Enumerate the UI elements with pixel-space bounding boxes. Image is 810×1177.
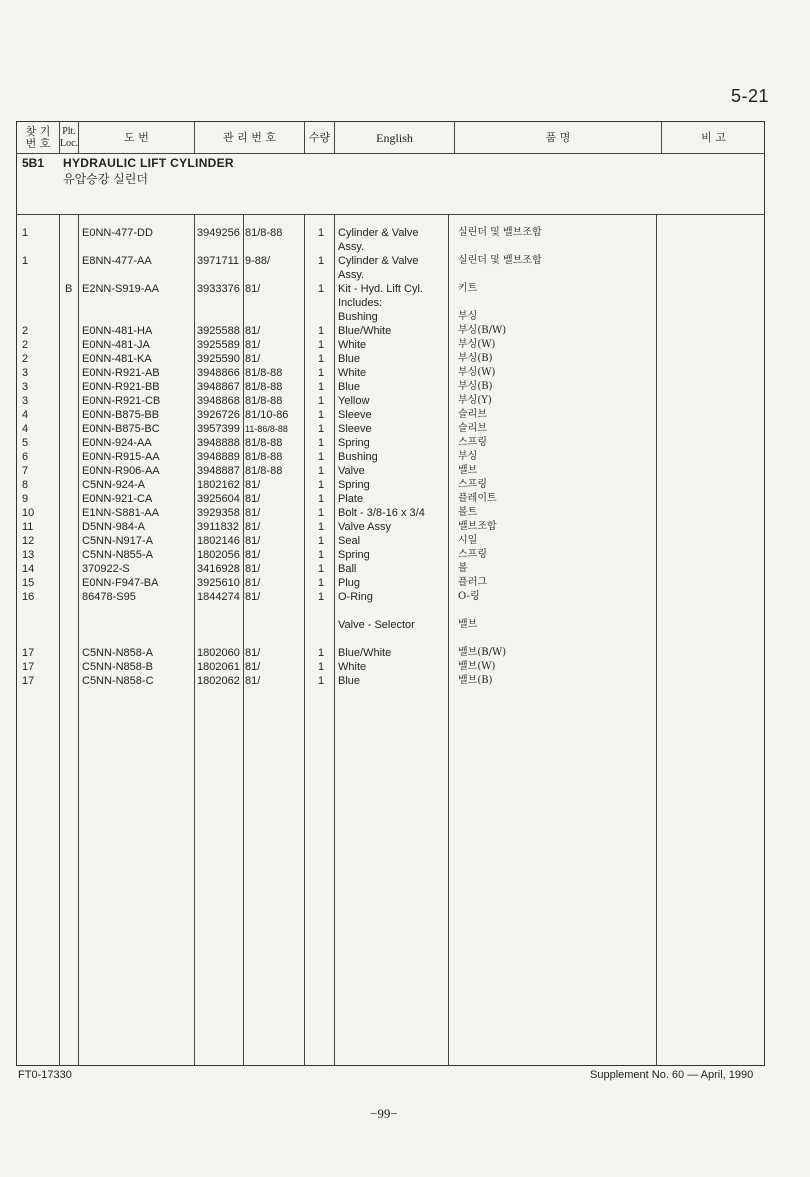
cell-kr: 밸브(B/W) [458, 647, 507, 658]
cell-kr: 플레이트 [458, 493, 497, 504]
table-row [0, 254, 810, 268]
cell-en: Seal [338, 535, 361, 547]
cell-ref: 9 [22, 493, 29, 505]
cell-en: Kit - Hyd. Lift Cyl. [338, 283, 423, 295]
cell-qty: 1 [318, 381, 325, 393]
cell-ref: 14 [22, 563, 35, 575]
cell-part: E0NN-R906-AA [82, 465, 160, 477]
cell-kr: 스프링 [458, 479, 487, 490]
table-row [0, 296, 810, 310]
cell-mgmt: 81/ [245, 507, 261, 519]
cell-mgmt: 81/10-86 [245, 409, 289, 421]
cell-part: E0NN-481-JA [82, 339, 150, 351]
cell-kr: 스프링 [458, 549, 487, 560]
cell-qty: 1 [318, 367, 325, 379]
cell-en: Spring [338, 437, 370, 449]
table-row [0, 520, 810, 534]
cell-en: Valve - Selector [338, 619, 415, 631]
cell-num: 1802062 [197, 675, 240, 687]
cell-num: 3948866 [197, 367, 240, 379]
table-row [0, 436, 810, 450]
header-mgmt-number: 관 리 번 호 [223, 130, 276, 144]
table-row [0, 450, 810, 464]
cell-en: Plate [338, 493, 364, 505]
cell-ref: 2 [22, 325, 29, 337]
cell-en: Cylinder & Valve [338, 255, 419, 267]
cell-qty: 1 [318, 325, 325, 337]
cell-part: E1NN-S881-AA [82, 507, 160, 519]
cell-kr: 부싱(B/W) [458, 325, 507, 336]
cell-kr: 슬리브 [458, 423, 487, 434]
cell-kr: 실린더 및 밸브조합 [458, 227, 542, 238]
cell-kr: 키트 [458, 283, 478, 294]
table-row [0, 506, 810, 520]
section-title: HYDRAULIC LIFT CYLINDER [63, 156, 234, 170]
table-row [0, 576, 810, 590]
table-row [0, 408, 810, 422]
table-row [0, 674, 810, 688]
cell-qty: 1 [318, 353, 325, 365]
cell-num: 3949256 [197, 227, 240, 239]
cell-ref: 16 [22, 591, 35, 603]
cell-num: 3925604 [197, 493, 240, 505]
cell-en: Spring [338, 549, 370, 561]
header-divider [16, 153, 765, 154]
cell-en: Assy. [338, 241, 365, 253]
table-row [0, 478, 810, 492]
cell-ref: 7 [22, 465, 29, 477]
table-row [0, 492, 810, 506]
cell-part: E0NN-R921-AB [82, 367, 160, 379]
cell-mgmt: 81/ [245, 339, 261, 351]
table-row [0, 632, 810, 646]
cell-en: White [338, 661, 367, 673]
cell-part: C5NN-924-A [82, 479, 145, 491]
cell-en: O-Ring [338, 591, 373, 603]
cell-en: Bushing [338, 311, 378, 323]
cell-num: 3925590 [197, 353, 240, 365]
cell-part: C5NN-N855-A [82, 549, 153, 561]
cell-part: C5NN-N858-A [82, 647, 153, 659]
cell-part: E0NN-R921-BB [82, 381, 160, 393]
cell-qty: 1 [318, 423, 325, 435]
cell-en: Cylinder & Valve [338, 227, 419, 239]
cell-part: E0NN-R921-CB [82, 395, 161, 407]
cell-en: Plug [338, 577, 361, 589]
cell-kr: 부싱 [458, 311, 478, 322]
section-divider [16, 214, 765, 215]
cell-part: E8NN-477-AA [82, 255, 152, 267]
table-row [0, 240, 810, 254]
cell-qty: 1 [318, 507, 325, 519]
cell-num: 1844274 [197, 591, 240, 603]
cell-qty: 1 [318, 493, 325, 505]
section-title-korean: 유압승강 실린더 [63, 172, 148, 186]
cell-en: White [338, 367, 367, 379]
cell-mgmt: 81/ [245, 353, 261, 365]
cell-kr: 밸브(W) [458, 661, 496, 672]
cell-kr: 밸브(B) [458, 675, 493, 686]
cell-qty: 1 [318, 395, 325, 407]
cell-num: 3948889 [197, 451, 240, 463]
cell-kr: 슬리브 [458, 409, 487, 420]
cell-ref: 2 [22, 339, 29, 351]
cell-kr: 부싱(B) [458, 353, 493, 364]
cell-mgmt: 81/ [245, 549, 261, 561]
cell-qty: 1 [318, 675, 325, 687]
cell-ref: 6 [22, 451, 29, 463]
cell-part: 370922-S [82, 563, 130, 575]
header-qty: 수량 [308, 130, 331, 144]
table-row [0, 562, 810, 576]
cell-qty: 1 [318, 227, 325, 239]
cell-part: E2NN-S919-AA [82, 283, 160, 295]
table-row [0, 548, 810, 562]
cell-en: White [338, 339, 367, 351]
table-row [0, 604, 810, 618]
page-number: 5-21 [731, 86, 770, 106]
cell-en: Sleeve [338, 423, 372, 435]
cell-num: 3925610 [197, 577, 240, 589]
cell-num: 3971711 [197, 255, 240, 267]
cell-ref: 2 [22, 353, 29, 365]
cell-num: 3416928 [197, 563, 240, 575]
cell-qty: 1 [318, 577, 325, 589]
cell-num: 3911832 [197, 521, 240, 533]
cell-ref: 4 [22, 423, 29, 435]
cell-kr: 밸브조합 [458, 521, 497, 532]
header-english: English [376, 130, 413, 145]
table-row [0, 660, 810, 674]
cell-part: C5NN-N858-C [82, 675, 154, 687]
table-row [0, 226, 810, 240]
header-remarks: 비 고 [701, 130, 726, 144]
cell-en: Sleeve [338, 409, 372, 421]
cell-kr: O-링 [458, 591, 480, 602]
cell-kr: 밸브 [458, 619, 478, 630]
cell-num: 3933376 [197, 283, 240, 295]
cell-ref: 3 [22, 367, 29, 379]
cell-ref: 3 [22, 395, 29, 407]
cell-ref: 17 [22, 647, 35, 659]
cell-mgmt: 81/8-88 [245, 437, 283, 449]
table-row [0, 464, 810, 478]
table-row [0, 422, 810, 436]
table-row [0, 324, 810, 338]
cell-ref: 11 [22, 521, 34, 533]
cell-kr: 부싱(W) [458, 339, 496, 350]
cell-qty: 1 [318, 535, 325, 547]
cell-qty: 1 [318, 549, 325, 561]
cell-loc: B [65, 283, 73, 295]
cell-part: C5NN-N917-A [82, 535, 153, 547]
cell-mgmt: 81/ [245, 675, 261, 687]
cell-ref: 10 [22, 507, 35, 519]
cell-mgmt: 81/ [245, 591, 261, 603]
cell-kr: 스프링 [458, 437, 487, 448]
cell-ref: 4 [22, 409, 29, 421]
cell-num: 3926726 [197, 409, 240, 421]
cell-part: E0NN-924-AA [82, 437, 152, 449]
cell-mgmt: 81/8-88 [245, 381, 283, 393]
cell-en: Blue [338, 675, 361, 687]
cell-part: 86478-S95 [82, 591, 136, 603]
cell-num: 3948868 [197, 395, 240, 407]
cell-mgmt: 81/ [245, 521, 261, 533]
cell-mgmt: 9-88/ [245, 255, 271, 267]
cell-en: Includes: [338, 297, 383, 309]
cell-en: Blue/White [338, 325, 392, 337]
cell-ref: 8 [22, 479, 29, 491]
parts-list [0, 226, 810, 688]
cell-qty: 1 [318, 661, 325, 673]
cell-ref: 13 [22, 549, 35, 561]
table-row [0, 282, 810, 296]
table-row [0, 646, 810, 660]
cell-mgmt: 81/8-88 [245, 395, 283, 407]
cell-qty: 1 [318, 283, 325, 295]
cell-mgmt: 81/ [245, 283, 261, 295]
cell-part: D5NN-984-A [82, 521, 145, 533]
cell-en: Spring [338, 479, 370, 491]
table-row [0, 618, 810, 632]
table-row [0, 590, 810, 604]
table-row [0, 366, 810, 380]
cell-mgmt: 81/ [245, 493, 261, 505]
cell-mgmt: 81/ [245, 325, 261, 337]
cell-num: 1802056 [197, 549, 240, 561]
cell-num: 3948888 [197, 437, 240, 449]
cell-ref: 17 [22, 675, 35, 687]
cell-en: Blue/White [338, 647, 392, 659]
header-part-number: 도 번 [124, 130, 149, 144]
cell-en: Valve Assy [338, 521, 391, 533]
cell-part: E0NN-R915-AA [82, 451, 160, 463]
cell-qty: 1 [318, 437, 325, 449]
cell-part: E0NN-481-HA [82, 325, 153, 337]
cell-qty: 1 [318, 339, 325, 351]
cell-kr: 볼 [458, 563, 468, 574]
cell-mgmt: 81/ [245, 577, 261, 589]
cell-qty: 1 [318, 563, 325, 575]
cell-en: Blue [338, 381, 361, 393]
footer-supplement: Supplement No. 60 — April, 1990 [590, 1069, 754, 1081]
cell-mgmt: 81/8-88 [245, 451, 283, 463]
table-row [0, 380, 810, 394]
cell-part: E0NN-921-CA [82, 493, 153, 505]
cell-qty: 1 [318, 451, 325, 463]
cell-mgmt: 81/ [245, 661, 261, 673]
cell-ref: 3 [22, 381, 29, 393]
cell-en: Valve [338, 465, 365, 477]
cell-ref: 12 [22, 535, 35, 547]
cell-qty: 1 [318, 647, 325, 659]
cell-en: Blue [338, 353, 361, 365]
cell-en: Assy. [338, 269, 365, 281]
cell-ref: 5 [22, 437, 29, 449]
cell-qty: 1 [318, 479, 325, 491]
table-row [0, 352, 810, 366]
cell-part: C5NN-N858-B [82, 661, 153, 673]
cell-kr: 시일 [458, 535, 478, 546]
cell-part: E0NN-B875-BC [82, 423, 160, 435]
footer-doc-number: FT0-17330 [18, 1069, 72, 1081]
cell-kr: 밸브 [458, 465, 478, 476]
cell-kr: 부싱(Y) [458, 395, 492, 406]
cell-ref: 15 [22, 577, 35, 589]
cell-mgmt: 11-86/8-88 [245, 424, 288, 434]
cell-en: Ball [338, 563, 357, 575]
cell-kr: 부싱 [458, 451, 478, 462]
cell-num: 1802061 [197, 661, 240, 673]
cell-part: E0NN-481-KA [82, 353, 152, 365]
cell-part: E0NN-F947-BA [82, 577, 159, 589]
cell-mgmt: 81/8-88 [245, 227, 283, 239]
footer-page: −99− [370, 1106, 398, 1121]
cell-num: 3925588 [197, 325, 240, 337]
cell-num: 3925589 [197, 339, 240, 351]
cell-kr: 실린더 및 밸브조합 [458, 255, 542, 266]
cell-ref: 1 [22, 227, 29, 239]
cell-num: 1802146 [197, 535, 240, 547]
cell-qty: 1 [318, 409, 325, 421]
cell-part: E0NN-B875-BB [82, 409, 160, 421]
cell-en: Yellow [338, 395, 370, 407]
cell-num: 3957399 [197, 423, 240, 435]
cell-kr: 부싱(W) [458, 367, 496, 378]
section-code: 5B1 [22, 156, 45, 170]
cell-qty: 1 [318, 255, 325, 267]
cell-en: Bushing [338, 451, 378, 463]
cell-part: E0NN-477-DD [82, 227, 153, 239]
cell-num: 3929358 [197, 507, 240, 519]
cell-num: 1802162 [197, 479, 240, 491]
cell-mgmt: 81/ [245, 535, 261, 547]
cell-num: 3948887 [197, 465, 240, 477]
header-plt-loc: Plt. Loc. [59, 125, 79, 149]
cell-mgmt: 81/ [245, 563, 261, 575]
table-row [0, 268, 810, 282]
cell-mgmt: 81/8-88 [245, 367, 283, 379]
table-row [0, 534, 810, 548]
cell-mgmt: 81/8-88 [245, 465, 283, 477]
cell-qty: 1 [318, 521, 325, 533]
cell-qty: 1 [318, 591, 325, 603]
cell-qty: 1 [318, 465, 325, 477]
cell-num: 1802060 [197, 647, 240, 659]
cell-kr: 볼트 [458, 507, 478, 518]
cell-num: 3948867 [197, 381, 240, 393]
cell-kr: 부싱(B) [458, 381, 493, 392]
table-row [0, 394, 810, 408]
cell-mgmt: 81/ [245, 647, 261, 659]
table-row [0, 338, 810, 352]
header-ref: 찾 기 번 호 [25, 124, 51, 150]
cell-ref: 1 [22, 255, 29, 267]
cell-en: Bolt - 3/8-16 x 3/4 [338, 507, 425, 519]
cell-kr: 플러그 [458, 577, 487, 588]
header-korean-name: 품 명 [545, 130, 571, 144]
cell-ref: 17 [22, 661, 35, 673]
table-row [0, 310, 810, 324]
cell-mgmt: 81/ [245, 479, 261, 491]
